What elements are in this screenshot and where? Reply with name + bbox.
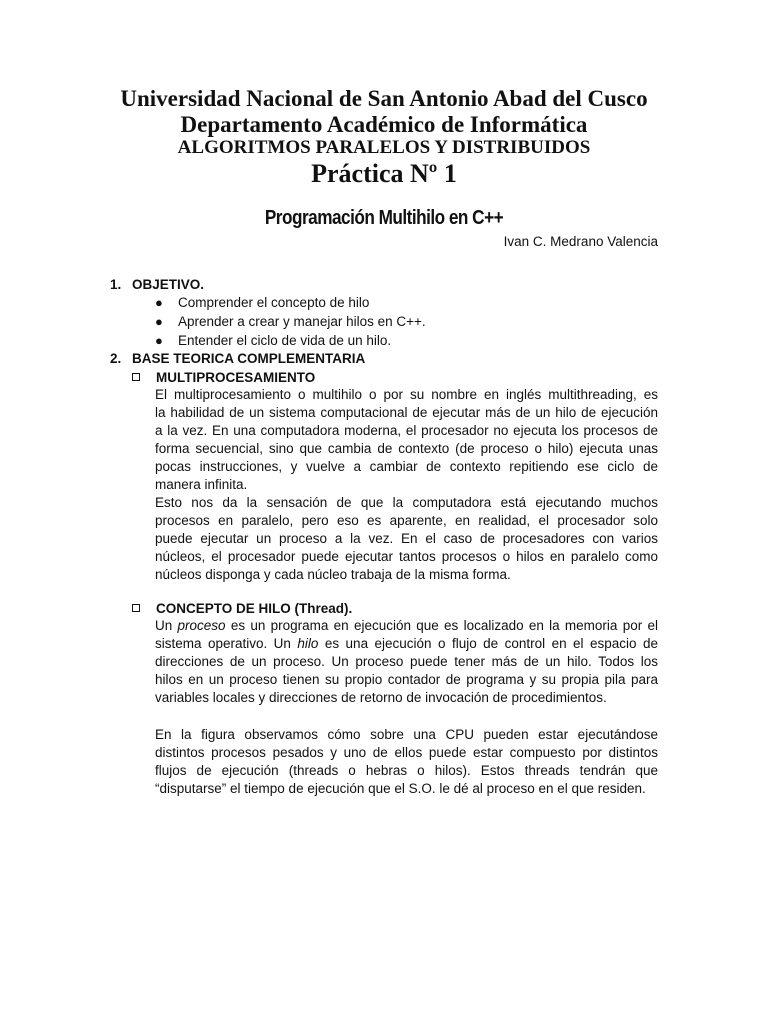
bullet-icon: ● bbox=[155, 333, 163, 348]
university-name: Universidad Nacional de San Antonio Abad del Cusco bbox=[120, 86, 648, 111]
author-name: Ivan C. Medrano Valencia bbox=[503, 234, 658, 249]
section-number: 2. bbox=[110, 351, 122, 366]
document-page: Universidad Nacional de San Antonio Abad del Cusco Departamento Académico de Informática ALGORITMOS PARALELOS Y DISTRIBUIDOS Práctica Nº 1 Programación Multihilo en C++ Ivan C. Medrano Valencia 1. OBJETIVO. ● Comprender el concepto de hilo ● Aprender a crear y manejar hilos en C++. ● Entender el ciclo de vida de un hilo. 2. BASE TEORICA COMPLEMENTARIA MULTIPROCESAMIENTO El multiprocesamiento o multihilo o por su nombre en inglés multithreading, es la habilidad de un sistema computacional de ejecutar más de un hilo de ejecución a la vez. En una computadora moderna, el procesador no ejecuta los procesos de forma secuencial, sino que cambia de contexto (de proceso o hilo) ejecuta unas pocas instrucciones, y vuelve a cambiar de contexto repitiendo ese ciclo de manera infinita. Esto nos da la sensación de que la computadora está ejecutando muchos procesos en paralelo, pero eso es aparente, en realidad, el procesador solo puede ejecutar un proceso a la vez. En el caso de procesadores con varios núcleos, el procesador puede ejecutar tantos procesos o hilos en paralelo como núcleos disponga y cada núcleo trabaja de la misma forma. CONCEPTO DE HILO (Thread). Un proceso es un programa en ejecución que es localizado en la memoria por el sistema operativo. Un hilo es una ejecución o flujo de control en el espacio de direcciones de un proceso. Un proceso puede tener más de un hilo. Todos los hilos en un proceso tienen su propio contador de programa y su propia pila para variables locales y direcciones de retorno de invocación de procedimientos. En la figura observamos cómo sobre una CPU pueden estar ejecutándose distintos procesos pesados y uno de ellos puede estar compuesto por distintos flujos de ejecución (threads o hebras o hilos). Estos threads tendrán que “disputarse” el tiempo de ejecución que el S.O. le dé al proceso en el que residen. bbox=[0, 0, 768, 1024]
paragraph-figura: En la figura observamos cómo sobre una CPU pueden estar ejecutándose distintos procesos pesados y uno de ellos puede estar compuesto por distintos flujos de ejecución (threads o hebras o hilos). Estos threads tendrán que “disputarse” el tiempo de ejecución que el S.O. le dé al proceso en el que residen. bbox=[155, 727, 658, 796]
bullet-icon: ● bbox=[155, 295, 163, 310]
subsection-heading: MULTIPROCESAMIENTO bbox=[156, 370, 316, 385]
paragraph-multiprocesamiento: El multiprocesamiento o multihilo o por su nombre en inglés multithreading, es la habilidad de un sistema computacional de ejecutar más de un hilo de ejecución a la vez. En una computadora moderna, el procesador no ejecuta los procesos de forma secuencial, sino que cambia de contexto (de proceso o hilo) ejecuta unas pocas instrucciones, y vuelve a cambiar de contexto repitiendo ese ciclo de manera infinita. Esto nos da la sensación de que la computadora está ejecutando muchos procesos en paralelo, pero eso es aparente, en realidad, el procesador solo puede ejecutar un proceso a la vez. En el caso de procesadores con varios núcleos, el procesador puede ejecutar tantos procesos o hilos en paralelo como núcleos disponga y cada núcleo trabaja de la misma forma. bbox=[155, 387, 658, 582]
practice-number: Práctica Nº 1 bbox=[311, 159, 457, 188]
section-heading: OBJETIVO. bbox=[132, 277, 205, 292]
document-title: Programación Multihilo en C++ bbox=[264, 207, 504, 229]
subsection-heading: CONCEPTO DE HILO (Thread). bbox=[156, 601, 353, 616]
square-bullet-icon bbox=[132, 604, 140, 612]
section-number: 1. bbox=[110, 277, 122, 292]
bullet-icon: ● bbox=[155, 314, 163, 329]
department-name: Departamento Académico de Informática bbox=[180, 112, 588, 137]
square-bullet-icon bbox=[132, 373, 140, 381]
course-name: ALGORITMOS PARALELOS Y DISTRIBUIDOS bbox=[177, 137, 591, 158]
section-heading: BASE TEORICA COMPLEMENTARIA bbox=[132, 351, 366, 366]
paragraph-concepto-hilo: Un proceso es un programa en ejecución que es localizado en la memoria por el sistema operativo. Un hilo es una ejecución o flujo de control en el espacio de direcciones de un proceso. Un proceso puede tener más de un hilo. Todos los hilos en un proceso tienen su propio contador de programa y su propia pila para variables locales y direcciones de retorno de invocación de procedimientos. bbox=[155, 618, 658, 705]
